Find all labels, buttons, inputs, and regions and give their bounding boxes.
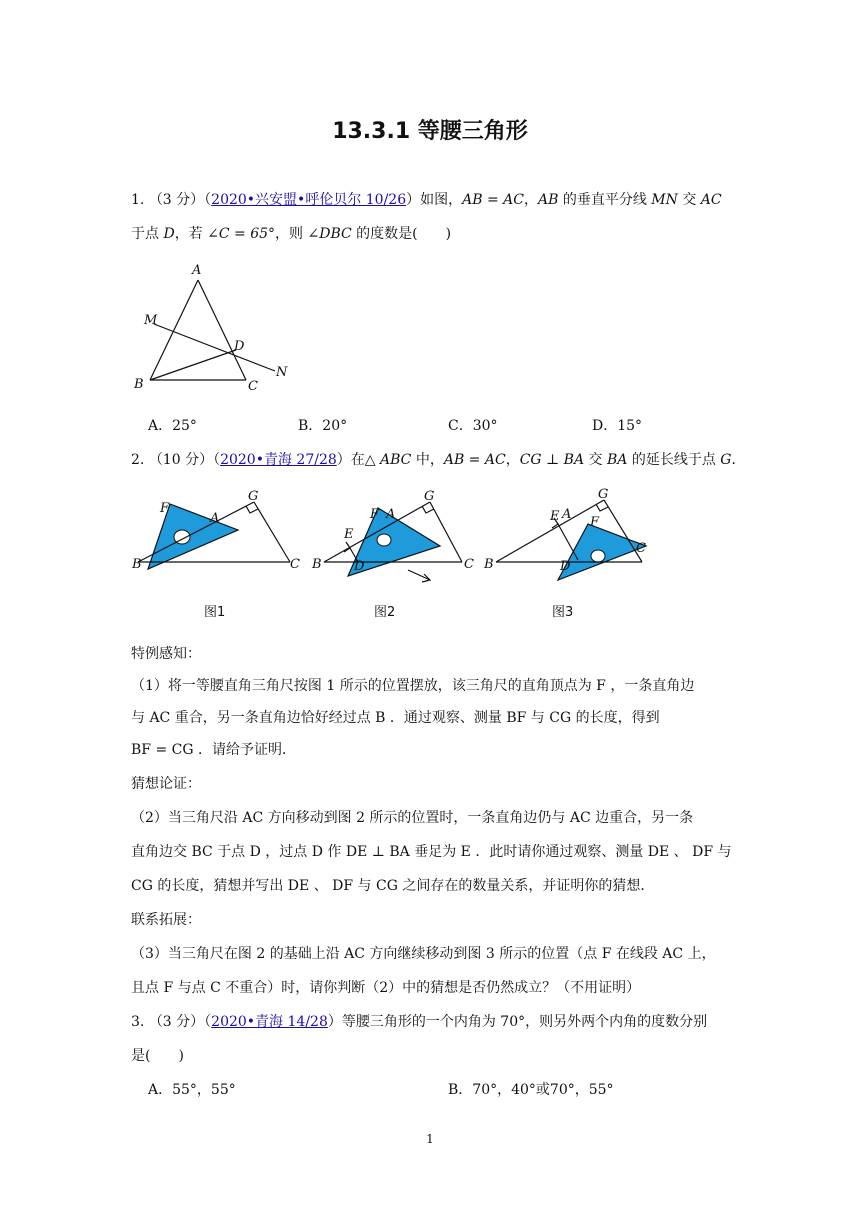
q1-option-a[interactable]: A．25° — [148, 418, 197, 434]
f2-caption: 图2 — [374, 605, 396, 620]
q2-figure-2 — [308, 484, 488, 624]
q2-part3-line-1: （3）当三角尺在图 2 的基础上沿 AC 方向继续移动到图 3 所示的位置（点 F 在线段 AC 上， — [131, 946, 716, 962]
f2-label-f: F — [370, 507, 380, 522]
q2-part1-line-1: （1）将一等腰直角三角尺按图 1 所示的位置摆放，该三角尺的直角顶点为 F ，一条直角边 — [131, 678, 695, 694]
q3-line-2: 是( ) — [131, 1048, 184, 1064]
q1-option-c[interactable]: C．30° — [448, 418, 498, 434]
fig1-label-m: M — [144, 313, 158, 328]
q2-line-1: 2. （10 分）（2020•青海 27/28）在△ ABC 中，AB = AC，CG ⊥ BA 交 BA 的延长线于点 G． — [131, 452, 746, 468]
page-number: 1 — [426, 1132, 434, 1146]
fig1-label-b: B — [134, 377, 144, 392]
page-title: 13.3.1 等腰三角形 — [332, 119, 528, 144]
f3-label-d: D — [560, 559, 571, 574]
q2-part1-line-3: BF = CG ．请给予证明． — [131, 742, 296, 758]
f2-label-g: G — [424, 489, 435, 504]
q1-line-1: 1. （3 分）（2020•兴安盟•呼伦贝尔 10/26）如图，AB = AC，AB 的垂直平分线 MN 交 AC — [131, 192, 722, 208]
f3-label-b: B — [484, 557, 494, 572]
fig1-label-c: C — [248, 379, 258, 394]
q3-option-b[interactable]: B．70°，40°或70°，55° — [448, 1082, 614, 1098]
f2-label-c: C — [464, 557, 474, 572]
f1-label-c: C — [290, 557, 300, 572]
f3-label-a: A — [562, 507, 572, 522]
f2-label-b: B — [312, 557, 322, 572]
q3-option-a[interactable]: A．55°，55° — [148, 1082, 236, 1098]
f1-label-a: A — [210, 511, 220, 526]
fig1-label-n: N — [276, 365, 288, 380]
q1-line-2: 于点 D，若 ∠C = 65°，则 ∠DBC 的度数是( ) — [131, 226, 452, 242]
q2-figure-3 — [482, 484, 682, 624]
q2-part2-line-1: （2）当三角尺沿 AC 方向移动到图 2 所示的位置时，一条直角边仍与 AC 边重合，另一条 — [131, 810, 694, 826]
q1-source-link[interactable]: 2020•兴安盟•呼伦贝尔 10/26 — [211, 192, 407, 208]
q2-part2-line-2: 直角边交 BC 于点 D ，过点 D 作 DE ⊥ BA 垂足为 E ．此时请你通过观察、测量 DE 、 DF 与 — [131, 844, 732, 860]
q1-option-b[interactable]: B．20° — [298, 418, 348, 434]
f1-caption: 图1 — [204, 605, 226, 620]
q2-heading-1: 特例感知： — [131, 646, 201, 662]
q2-heading-2: 猜想论证： — [131, 776, 201, 792]
f1-label-b: B — [132, 557, 142, 572]
fig1-label-d: D — [234, 339, 245, 354]
q2-heading-3: 联系拓展： — [131, 912, 201, 928]
f3-label-c: C — [636, 541, 646, 556]
f3-caption: 图3 — [552, 605, 574, 620]
f3-label-g: G — [598, 487, 609, 502]
q2-source-link[interactable]: 2020•青海 27/28 — [220, 452, 337, 468]
f1-label-g: G — [248, 489, 259, 504]
q1-option-d[interactable]: D．15° — [592, 418, 643, 434]
q2-figure-1 — [130, 484, 310, 624]
fig1-label-a: A — [192, 263, 202, 278]
q3-line-1: 3. （3 分）（2020•青海 14/28）等腰三角形的一个内角为 70°，则另外两个内角的度数分别 — [131, 1014, 708, 1030]
f2-label-a: A — [386, 507, 396, 522]
f2-label-d: D — [354, 559, 365, 574]
q3-source-link[interactable]: 2020•青海 14/28 — [211, 1014, 328, 1030]
q2-part3-line-2: 且点 F 与点 C 不重合）时，请你判断（2）中的猜想是否仍然成立？（不用证明） — [131, 980, 641, 996]
q2-part2-line-3: CG 的长度，猜想并写出 DE 、 DF 与 CG 之间存在的数量关系，并证明你的猜想． — [131, 878, 655, 894]
q2-part1-line-2: 与 AC 重合，另一条直角边恰好经过点 B ．通过观察、测量 BF 与 CG 的长度，得到 — [131, 710, 660, 726]
f2-label-e: E — [344, 527, 354, 542]
f3-label-e: E — [550, 509, 560, 524]
q1-figure — [130, 258, 300, 398]
f3-label-f: F — [590, 515, 600, 530]
f1-label-f: F — [160, 501, 170, 516]
